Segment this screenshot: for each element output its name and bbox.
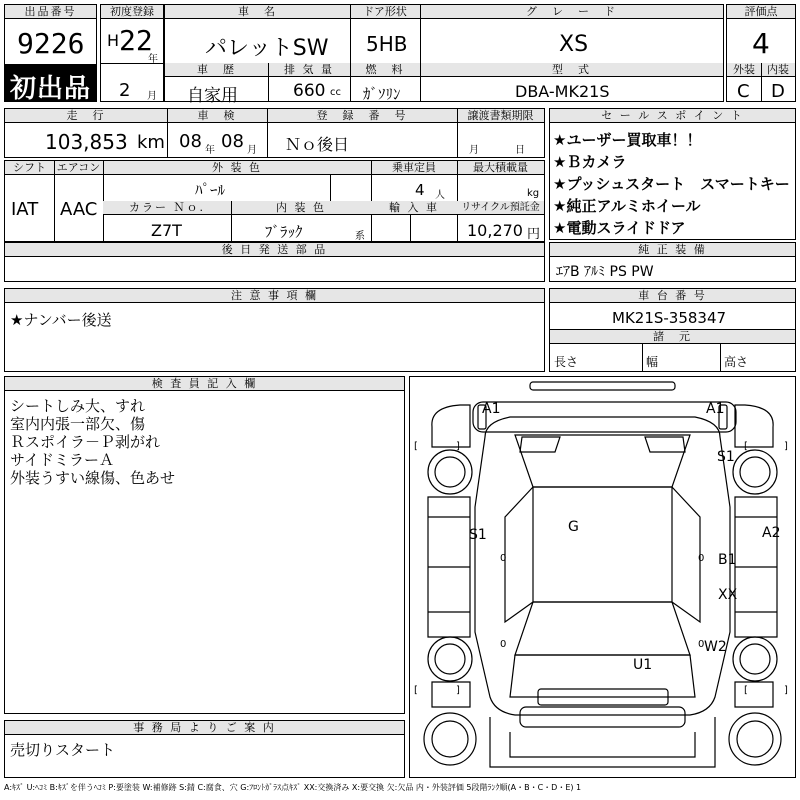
transfer-label: 譲渡書類期限 xyxy=(457,109,544,123)
inspection-month-unit: 月 xyxy=(247,145,257,156)
grade-label: グ レ ー ド xyxy=(420,5,723,19)
transfer-day-unit: 日 xyxy=(515,145,525,156)
first-reg-label: 初度登録 xyxy=(101,5,163,19)
sales-point-item: ★プッシュスタート スマートキー xyxy=(553,175,790,193)
displacement: 660 xyxy=(293,81,326,101)
width-label: 幅 xyxy=(646,355,659,369)
mark-xx: XX xyxy=(718,587,738,603)
mark-s1-right: S1 xyxy=(717,449,735,465)
inspector-label: 検 査 員 記 入 欄 xyxy=(5,377,404,391)
legend-text: A:ｷｽﾞ U:ﾍｺﾐ B:ｷｽﾞを伴うﾍｺﾐ P:要塗装 W:補修跡 S:錆 C:腐食、穴 G:ﾌﾛﾝﾄｶﾞﾗｽ点ｷｽﾞ XX:交換済み X:要交換 欠:欠品 内・外装評価 5段階ﾗﾝｸ順(A・B・C・D・E) 1 xyxy=(4,783,582,792)
score-label: 評価点 xyxy=(727,5,795,19)
door-label: ドア形状 xyxy=(350,5,420,19)
color-no-label: カラー Ｎｏ. xyxy=(103,201,231,215)
era: H xyxy=(107,31,120,50)
recycle-fee: 10,270 xyxy=(467,221,523,240)
mileage-box xyxy=(4,108,545,158)
mark-a1-left: A1 xyxy=(482,401,501,417)
mark-g: G xyxy=(568,519,579,535)
inspector-box xyxy=(4,376,405,714)
reg-number: Ｎｏ後日 xyxy=(285,135,350,154)
inspection-label: 車 検 xyxy=(167,109,267,123)
load-label: 最大積載量 xyxy=(457,161,544,175)
model-code: DBA-MK21S xyxy=(515,82,610,101)
fuel: ｶﾞｿﾘﾝ xyxy=(363,85,401,103)
height-label: 高さ xyxy=(724,355,749,369)
history: 自家用 xyxy=(187,86,238,106)
genuine-equipment: ｴｱB ｱﾙﾐ PS PW xyxy=(556,264,654,280)
chassis-label: 車 台 番 号 xyxy=(550,289,795,303)
mark-w2: W2 xyxy=(704,639,727,655)
sales-point-item: ★純正アルミホイール xyxy=(553,197,701,215)
displacement-label: 排 気 量 xyxy=(268,63,350,77)
model-label: 型 式 xyxy=(420,63,723,77)
ac: AAC xyxy=(60,199,98,220)
sales-points-box xyxy=(549,108,796,240)
interior-label: 内装 xyxy=(761,63,795,77)
inspector-line: サイドミラーＡ xyxy=(10,451,114,469)
bracket-marker: ] xyxy=(784,441,788,452)
shift: IAT xyxy=(11,199,39,220)
exterior-label: 外装 xyxy=(727,63,761,77)
notes-box xyxy=(4,288,545,372)
zero-marker: 0 xyxy=(698,639,705,650)
bracket-marker: ] xyxy=(456,685,460,696)
inspection-year-unit: 年 xyxy=(205,145,215,156)
history-label: 車 歴 xyxy=(165,63,268,77)
score: 4 xyxy=(752,27,770,60)
int-color-suffix: 系 xyxy=(355,231,365,242)
sales-point-item: ★電動スライドドア xyxy=(553,219,686,237)
sales-points-label: セ ー ル ス ポ イ ン ト xyxy=(550,109,795,123)
car-info-box xyxy=(164,4,724,106)
int-color: ﾌﾞﾗｯｸ xyxy=(265,223,303,241)
recycle-label: リサイクル預託金 xyxy=(457,201,544,215)
car-name-label: 車 名 xyxy=(165,5,350,19)
displacement-unit: cc xyxy=(330,87,341,98)
office-text: 売切りスタート xyxy=(10,741,116,759)
bracket-marker: [ xyxy=(744,441,748,452)
mark-s1-left: S1 xyxy=(469,527,487,543)
recycle-unit: 円 xyxy=(527,227,541,242)
spec-box xyxy=(4,160,545,242)
ext-color: ﾊﾟｰﾙ xyxy=(195,181,226,199)
bracket-marker: ] xyxy=(784,685,788,696)
dims-label: 諸 元 xyxy=(550,330,795,344)
grade: XS xyxy=(559,32,589,57)
zero-marker: 0 xyxy=(500,553,507,564)
genuine-equipment-box xyxy=(549,242,796,282)
int-color-label: 内 装 色 xyxy=(231,201,371,215)
lot-number: 9226 xyxy=(17,27,85,60)
office-label: 事 務 局 よ り ご 案 内 xyxy=(5,721,404,735)
bracket-marker: ] xyxy=(456,441,460,452)
bracket-marker: [ xyxy=(744,685,748,696)
year-unit: 年 xyxy=(148,54,158,65)
later-parts-label: 後 日 発 送 部 品 xyxy=(5,243,544,257)
inspector-line: Ｒスポイラ－Ｐ剥がれ xyxy=(10,433,161,451)
inspection-year: 08 xyxy=(179,131,202,152)
import-label: 輸 入 車 xyxy=(371,201,457,215)
mark-a2: A2 xyxy=(762,525,781,541)
sales-point-item: ★ユーザー買取車！！ xyxy=(553,131,702,149)
first-registration-box xyxy=(100,4,164,102)
car-diagram-box xyxy=(409,376,796,778)
genuine-label: 純 正 装 備 xyxy=(550,243,795,257)
length-label: 長さ xyxy=(554,355,579,369)
transfer-month-unit: 月 xyxy=(469,145,479,156)
lot-label: 出品番号 xyxy=(5,5,96,19)
inspector-line: 室内内張一部欠、傷 xyxy=(10,415,146,433)
load-unit: kg xyxy=(527,188,540,199)
car-name: パレットSW xyxy=(205,36,329,61)
mark-u1: U1 xyxy=(633,657,653,673)
chassis-box xyxy=(549,288,796,372)
capacity-label: 乗車定員 xyxy=(371,161,457,175)
mileage: 103,853 xyxy=(45,130,128,154)
exterior-grade: C xyxy=(737,81,750,102)
sales-point-item: ★Ｂカメラ xyxy=(553,153,627,171)
ext-color-label: 外 装 色 xyxy=(103,161,371,175)
capacity: 4 xyxy=(415,181,425,199)
first-listing-label: 初出品 xyxy=(10,74,92,104)
car-outline-diagram xyxy=(410,377,795,777)
color-no: Z7T xyxy=(151,221,182,240)
inspector-line: 外装うすい線傷、色あせ xyxy=(10,469,176,487)
fuel-label: 燃 料 xyxy=(350,63,420,77)
month-unit: 月 xyxy=(147,91,157,102)
mark-a1-right: A1 xyxy=(706,401,725,417)
notes-label: 注 意 事 項 欄 xyxy=(5,289,544,303)
mileage-label: 走 行 xyxy=(5,109,167,123)
zero-marker: 0 xyxy=(698,553,705,564)
interior-grade: D xyxy=(771,81,785,102)
chassis-number: MK21S-358347 xyxy=(612,309,727,327)
office-box xyxy=(4,720,405,778)
bracket-marker: [ xyxy=(414,441,418,452)
later-parts-box xyxy=(4,242,545,282)
shift-label: シフト xyxy=(5,161,54,175)
zero-marker: 0 xyxy=(500,639,507,650)
bracket-marker: [ xyxy=(414,685,418,696)
inspection-month: 08 xyxy=(221,131,244,152)
reg-month: 2 xyxy=(119,80,131,101)
capacity-unit: 人 xyxy=(435,190,445,201)
score-box xyxy=(726,4,796,102)
reg-number-label: 登 録 番 号 xyxy=(267,109,457,123)
ac-label: エアコン xyxy=(54,161,103,175)
mileage-unit: km xyxy=(137,132,165,153)
reg-year: 22 xyxy=(119,24,153,57)
notes-text: ★ナンバー後送 xyxy=(10,311,112,329)
door-type: 5HB xyxy=(366,32,408,56)
mark-b1: B1 xyxy=(718,552,737,568)
inspector-line: シートしみ大、すれ xyxy=(10,397,146,415)
